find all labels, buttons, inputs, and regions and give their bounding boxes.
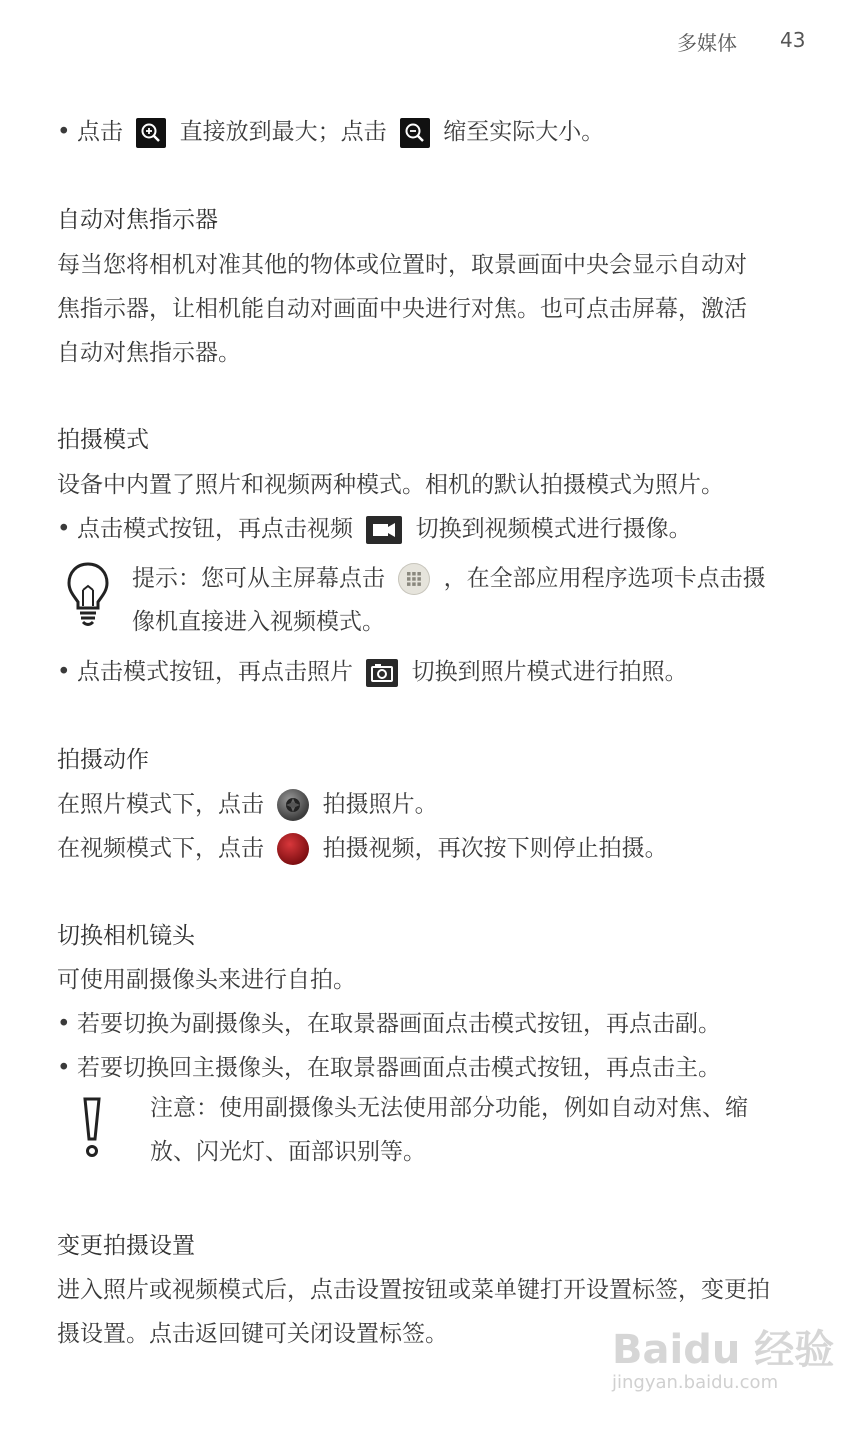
photo-bullet-text-1: 点击模式按钮，再点击照片 — [77, 659, 353, 685]
lightbulb-icon — [64, 560, 112, 634]
shoot-mode-intro: 设备中内置了照片和视频两种模式。相机的默认拍摄模式为照片。 — [57, 472, 724, 498]
shoot-action-video-text-2: 拍摄视频，再次按下则停止拍摄。 — [322, 835, 668, 862]
baidu-watermark-url: jingyan.baidu.com — [612, 1372, 779, 1393]
autofocus-line-1: 每当您将相机对准其他的物体或位置时，取景画面中央会显示自动对 — [57, 252, 747, 278]
exclamation-icon — [78, 1095, 106, 1167]
photo-bullet — [57, 657, 688, 687]
shutter-icon — [277, 789, 309, 821]
zoom-text-2: 直接放到最大；点击 — [179, 119, 387, 145]
switch-lens-bullet-1-text: 若要切换为副摄像头，在取景器画面点击模式按钮，再点击副。 — [77, 1011, 721, 1037]
video-bullet-text-1: 点击模式按钮，再点击视频 — [77, 516, 353, 542]
switch-lens-bullet-2-text: 若要切换回主摄像头，在取景器画面点击模式按钮，再点击主。 — [77, 1055, 721, 1081]
shoot-action-photo-text-2: 拍摄照片。 — [322, 791, 438, 818]
bullet: • — [57, 119, 71, 145]
shoot-action-heading: 拍摄动作 — [57, 747, 149, 773]
tip-line-2: 像机直接进入视频模式。 — [132, 609, 385, 635]
shoot-action-photo-text-1: 在照片模式下，点击 — [57, 791, 264, 818]
autofocus-line-2: 焦指示器，让相机能自动对画面中央进行对焦。也可点击屏幕，激活 — [57, 296, 747, 322]
zoom-in-icon — [136, 118, 166, 148]
settings-line-1: 进入照片或视频模式后，点击设置按钮或菜单键打开设置标签，变更拍 — [57, 1277, 770, 1303]
bullet: • — [57, 1055, 71, 1081]
switch-lens-intro: 可使用副摄像头来进行自拍。 — [57, 967, 356, 993]
shoot-action-video-text-1: 在视频模式下，点击 — [57, 835, 264, 862]
zoom-out-icon — [400, 118, 430, 148]
bullet: • — [57, 516, 71, 542]
video-bullet-text-2: 切换到视频模式进行摄像。 — [415, 516, 692, 542]
video-bullet — [57, 514, 692, 544]
switch-lens-bullet-1 — [57, 1009, 721, 1039]
tip-line-1 — [132, 563, 766, 595]
shoot-action-photo — [57, 789, 438, 821]
note-line-1: 注意：使用副摄像头无法使用部分功能，例如自动对焦、缩 — [150, 1095, 748, 1121]
photo-bullet-text-2: 切换到照片模式进行拍照。 — [411, 659, 688, 685]
header-section: 多媒体 — [677, 31, 737, 55]
shoot-mode-heading: 拍摄模式 — [57, 427, 149, 453]
app-grid-icon — [398, 563, 430, 595]
page-number: 43 — [780, 28, 806, 52]
bullet: • — [57, 1011, 71, 1037]
zoom-text-3: 缩至实际大小。 — [443, 119, 605, 145]
settings-heading: 变更拍摄设置 — [57, 1233, 195, 1259]
zoom-bullet — [57, 117, 604, 148]
settings-line-2: 摄设置。点击返回键可关闭设置标签。 — [57, 1321, 448, 1347]
tip-text-1: 提示：您可从主屏幕点击 — [132, 565, 385, 592]
tip-text-2: ，在全部应用程序选项卡点击摄 — [443, 565, 766, 592]
baidu-watermark-logo: Baidu 经验 — [612, 1327, 835, 1373]
zoom-text-1: 点击 — [77, 119, 123, 145]
note-line-2: 放、闪光灯、面部识别等。 — [150, 1139, 426, 1165]
video-camera-icon — [366, 516, 402, 544]
record-icon — [277, 833, 309, 865]
switch-lens-heading: 切换相机镜头 — [57, 923, 195, 949]
autofocus-line-3: 自动对焦指示器。 — [57, 340, 241, 366]
photo-camera-icon — [366, 659, 398, 687]
shoot-action-video — [57, 833, 668, 865]
autofocus-heading: 自动对焦指示器 — [57, 207, 218, 233]
bullet: • — [57, 659, 71, 685]
switch-lens-bullet-2 — [57, 1053, 721, 1083]
